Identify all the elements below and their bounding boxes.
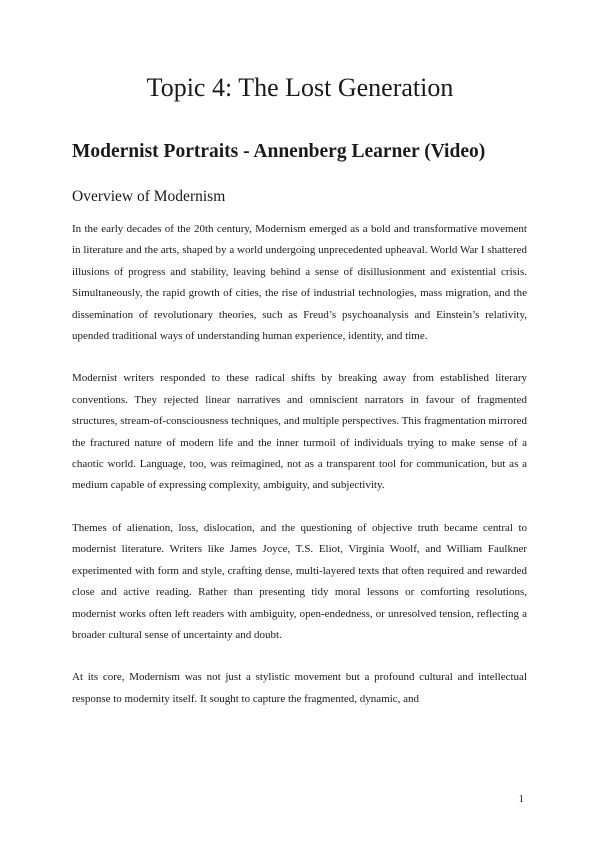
paragraph-4: At its core, Modernism was not just a stylistic movement but a profound cultural and intellectual response to modernity itself. It sought to capture the fragmented, dynamic, and (72, 671, 527, 705)
paragraph-2: Modernist writers responded to these radical shifts by breaking away from established literary conventions. They rejected linear narratives and omniscient narrators in favour of fragmented structures, stream-of-consciousness techniques, and multiple perspectives. This fragmentation mirrored the fractured nature of modern life and the inner turmoil of individuals trying to make sense of a chaotic world. Language, too, was reimagined, not as a transparent tool for communication, but as a medium capable of expressing complexity, ambiguity, and subjectivity. (72, 372, 527, 492)
body-text (72, 219, 527, 731)
paragraph-1: In the early decades of the 20th century, Modernism emerged as a bold and transformative movement in literature and the arts, shaped by a world undergoing unprecedented upheaval. World War I shattered illusions of progress and stability, leaving behind a sense of disillusionment and existential crisis. Simultaneously, the rapid growth of cities, the rise of industrial technologies, mass migration, and the dissemination of revolutionary theories, such as Freud’s psychoanalysis and Einstein’s relativity, upended traditional ways of understanding human experience, identity, and time. (72, 223, 527, 343)
page-title: Topic 4: The Lost Generation (146, 73, 454, 102)
paragraph-3: Themes of alienation, loss, dislocation, and the questioning of objective truth became central to modernist literature. Writers like James Joyce, T.S. Eliot, Virginia Woolf, and William Faulkner experimented with form and style, crafting dense, multi-layered texts that often required and rewarded close and active reading. Rather than presenting tidy moral lessons or comforting resolutions, modernist works often left readers with ambiguity, open-endedness, or unresolved tension, reflecting a broader cultural sense of uncertainty and doubt. (72, 521, 527, 641)
section-heading: Overview of Modernism (72, 188, 226, 205)
video-subtitle: Modernist Portraits - Annenberg Learner (Video) (72, 141, 486, 162)
page-number: 1 (518, 793, 524, 805)
